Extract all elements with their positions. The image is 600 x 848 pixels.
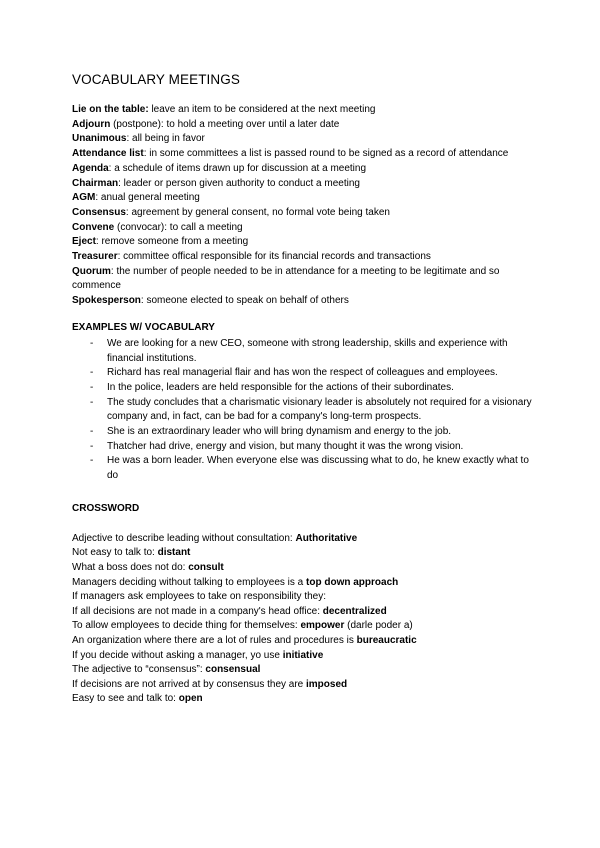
- clue-answer: decentralized: [322, 605, 387, 617]
- vocab-entry: [72, 147, 542, 162]
- vocab-term: Eject: [72, 236, 96, 248]
- crossword-clue: [72, 605, 542, 620]
- clue-answer: consult: [188, 562, 224, 574]
- bullet-dash: -: [90, 426, 94, 438]
- vocab-entry: [72, 265, 542, 294]
- vocab-entry: [72, 132, 542, 147]
- page-title: VOCABULARY MEETINGS: [72, 72, 240, 87]
- clue-answer: open: [178, 693, 203, 705]
- vocab-term: AGM: [72, 192, 96, 204]
- example-item: [72, 454, 542, 483]
- clue-answer: initiative: [282, 649, 324, 661]
- crossword-clue: [72, 576, 542, 591]
- vocab-term: Attendance list: [72, 148, 144, 160]
- crossword-clue: [72, 663, 542, 678]
- clue-text: If decisions are not arrived at by consensus they are: [72, 678, 307, 690]
- clue-text: If all decisions are not made in a company's head office:: [72, 605, 323, 617]
- clue-text: What a boss does not do:: [72, 562, 189, 574]
- vocab-entry: [72, 235, 542, 250]
- crossword-clue: [72, 532, 542, 547]
- vocab-definition: : the number of people needed to be in attendance for a meeting to be legitimate and so commence: [72, 265, 500, 292]
- clue-text: If you decide without asking a manager, yo use: [72, 649, 283, 661]
- example-text: He was a born leader. When everyone else was discussing what to do, he knew exactly what to do: [107, 455, 529, 482]
- example-text: We are looking for a new CEO, someone with strong leadership, skills and experience with financial institutions.: [107, 337, 508, 364]
- bullet-dash: -: [90, 381, 94, 393]
- crossword-clue: [72, 649, 542, 664]
- bullet-dash: -: [90, 440, 94, 452]
- bullet-dash: -: [90, 396, 94, 408]
- example-item: [72, 425, 542, 440]
- clue-text: Adjective to describe leading without consultation:: [72, 532, 296, 544]
- vocab-definition: (postpone): to hold a meeting over until a later date: [110, 118, 340, 130]
- document-page: [72, 72, 542, 707]
- vocab-definition: : anual general meeting: [95, 192, 200, 204]
- bullet-dash: -: [90, 367, 94, 379]
- example-text: Richard has real managerial flair and has won the respect of colleagues and employees.: [107, 367, 498, 379]
- crossword-clue: [72, 561, 542, 576]
- example-item: [72, 440, 542, 455]
- vocab-entry: [72, 221, 542, 236]
- crossword-list: [72, 532, 542, 707]
- vocab-definition: : leader or person given authority to conduct a meeting: [118, 177, 360, 189]
- vocab-definition: : a schedule of items drawn up for discussion at a meeting: [108, 162, 367, 174]
- bullet-dash: -: [90, 455, 94, 467]
- vocab-term: Adjourn: [72, 118, 111, 130]
- example-text: She is an extraordinary leader who will bring dynamism and energy to the job.: [107, 426, 452, 438]
- clue-text: Not easy to talk to:: [72, 547, 158, 559]
- example-item: [72, 337, 542, 366]
- clue-text: An organization where there are a lot of rules and procedures is: [72, 635, 357, 647]
- examples-list: [72, 337, 542, 484]
- vocabulary-list: [72, 103, 542, 309]
- vocab-term: Chairman: [72, 177, 119, 189]
- clue-answer: empower: [300, 620, 345, 632]
- clue-answer: distant: [157, 547, 191, 559]
- example-item: [72, 396, 542, 425]
- example-item: [72, 381, 542, 396]
- vocab-definition: : all being in favor: [126, 133, 205, 145]
- vocab-term: Quorum: [72, 265, 111, 277]
- crossword-heading: CROSSWORD: [72, 502, 140, 514]
- example-text: Thatcher had drive, energy and vision, but many thought it was the wrong vision.: [107, 440, 464, 452]
- example-item: [72, 366, 542, 381]
- crossword-clue: [72, 546, 542, 561]
- vocab-entry: [72, 206, 542, 221]
- clue-text: Easy to see and talk to:: [72, 693, 179, 705]
- crossword-clue: [72, 678, 542, 693]
- crossword-clue: [72, 619, 542, 634]
- vocab-entry: [72, 118, 542, 133]
- bullet-dash: -: [90, 337, 94, 349]
- vocab-definition: : agreement by general consent, no formal vote being taken: [125, 206, 390, 218]
- vocab-entry: [72, 103, 542, 118]
- clue-answer: Authoritative: [295, 532, 358, 544]
- vocab-definition: (convocar): to call a meeting: [114, 221, 243, 233]
- examples-heading: EXAMPLES W/ VOCABULARY: [72, 321, 215, 333]
- vocab-entry: [72, 191, 542, 206]
- crossword-clue: [72, 590, 542, 605]
- vocab-term: Treasurer: [72, 251, 118, 263]
- clue-text: Managers deciding without talking to employees is a: [72, 576, 307, 588]
- vocab-entry: [72, 177, 542, 192]
- vocab-term: Consensus: [72, 206, 126, 218]
- vocab-definition: leave an item to be considered at the next meeting: [148, 104, 376, 115]
- vocab-term: Agenda: [72, 162, 109, 174]
- clue-answer: consensual: [205, 664, 261, 676]
- crossword-clue: [72, 634, 542, 649]
- vocab-definition: : committee offical responsible for its financial records and transactions: [117, 251, 431, 263]
- clue-note: (darle poder a): [344, 620, 413, 632]
- clue-answer: bureaucratic: [356, 635, 417, 647]
- clue-text: To allow employees to decide thing for themselves:: [72, 620, 301, 632]
- vocab-term: Convene: [72, 221, 115, 233]
- clue-text: If managers ask employees to take on responsibility they:: [72, 591, 327, 603]
- vocab-term: Spokesperson: [72, 295, 141, 307]
- vocab-entry: [72, 294, 542, 309]
- vocab-definition: : remove someone from a meeting: [95, 236, 249, 248]
- clue-answer: top down approach: [306, 576, 399, 588]
- vocab-term: Lie on the table:: [72, 104, 149, 115]
- vocab-term: Unanimous: [72, 133, 127, 145]
- example-text: In the police, leaders are held responsible for the actions of their subordinates.: [107, 381, 454, 393]
- vocab-definition: : someone elected to speak on behalf of others: [140, 295, 349, 307]
- vocab-entry: [72, 250, 542, 265]
- vocab-definition: : in some committees a list is passed round to be signed as a record of attendance: [143, 148, 509, 160]
- crossword-clue: [72, 692, 542, 707]
- clue-text: The adjective to “consensus”:: [72, 664, 206, 676]
- clue-answer: imposed: [306, 678, 348, 690]
- vocab-entry: [72, 162, 542, 177]
- example-text: The study concludes that a charismatic visionary leader is absolutely not required for a visionary company and, in fact, can be bad for a company's long-term prospects.: [107, 396, 532, 423]
